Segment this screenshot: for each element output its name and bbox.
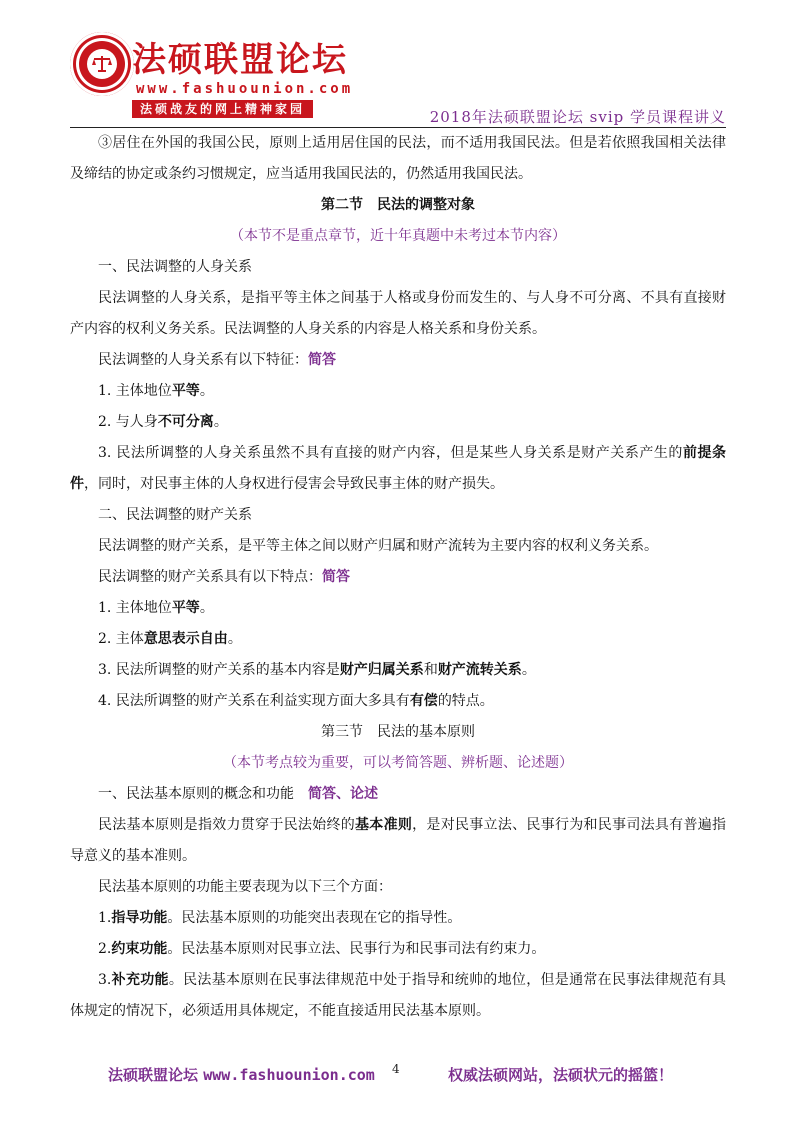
keyword: 基本准则 [355,817,413,833]
paragraph-text: 民法基本原则是指效力贯穿于民法始终的 [98,817,356,833]
paragraph-text: 民法调整的财产关系具有以下特点： [98,569,322,585]
paragraph: ③居住在外国的我国公民，原则上适用居住国的民法，而不适用我国民法。但是若依照我国相关法律及缔结的协定或条约习惯规定，应当适用我国民法的，仍然适用我国民法。 [70,135,726,182]
list-text: 。民法基本原则在民事法律规范中处于指导和统帅的地位，但是通常在民事法律规范有具体规定的情况下，必须适用具体规定，不能直接适用民法基本原则。 [70,972,727,1019]
page-header [70,28,726,128]
list-item [70,624,726,655]
list-item [70,593,726,624]
list-text: 1. 主体地位 [98,600,172,616]
section-note: （本节不是重点章节，近十年真题中未考过本节内容） [230,228,566,244]
lecture-content [70,128,726,1027]
list-text: 3. [98,972,112,988]
logo-url: www.fashuounion.com [136,81,354,97]
list-text: 。 [227,631,242,647]
list-text: 。 [213,414,228,430]
question-type-tag: 简答 [322,569,350,585]
forum-seal-logo [70,32,134,96]
subheading: 一、民法调整的人身关系 [98,259,252,275]
keyword: 不可分离 [157,414,214,430]
keyword: 平等 [171,600,200,616]
list-item [70,438,726,500]
paragraph [70,810,726,872]
list-text: 。 [199,383,214,399]
list-text: 。民法基本原则对民事立法、民事行为和民事司法有约束力。 [167,941,546,957]
keyword: 平等 [171,383,200,399]
scales-icon [87,49,117,79]
footer-slogan: 权威法硕网站，法硕状元的摇篮！ [448,1066,674,1084]
keyword: 前提条件 [70,445,726,492]
list-item [70,934,726,965]
question-type-tag: 简答、论述 [308,786,378,802]
course-title: 2018年法硕联盟论坛 svip 学员课程讲义 [429,108,726,126]
list-text: 和 [423,662,438,678]
paragraph: 民法基本原则的功能主要表现为以下三个方面： [98,879,392,895]
paragraph: 民法调整的财产关系，是平等主体之间以财产归属和财产流转为主要内容的权利义务关系。 [98,538,658,554]
footer-left [108,1064,375,1085]
list-text: 2. 主体 [98,631,144,647]
keyword: 意思表示自由 [143,631,228,647]
keyword: 指导功能 [111,910,168,926]
keyword: 财产流转关系 [437,662,522,678]
list-text: 4. 民法所调整的财产关系在利益实现方面大多具有 [98,693,410,709]
footer-site-name: 法硕联盟论坛 [108,1066,199,1084]
logo-slogan: 法硕战友的网上精神家园 [132,100,313,118]
list-item [70,376,726,407]
subheading [70,779,726,810]
list-item [70,965,726,1027]
list-item [70,407,726,438]
list-text: 的特点。 [437,693,494,709]
list-text: 2. [98,941,112,957]
section-title: 第三节 民法的基本原则 [321,724,475,740]
list-text: 1. [98,910,112,926]
list-text: 。 [199,600,214,616]
section-note: （本节考点较为重要，可以考简答题、辨析题、论述题） [223,755,573,771]
keyword: 财产归属关系 [339,662,424,678]
list-text: 1. 主体地位 [98,383,172,399]
subheading-text: 一、民法基本原则的概念和功能 [98,786,294,802]
question-type-tag: 简答 [308,352,336,368]
page-number: 4 [392,1062,400,1076]
list-item [70,903,726,934]
list-text: 。民法基本原则的功能突出表现在它的指导性。 [167,910,462,926]
paragraph-text: 民法调整的人身关系有以下特征： [98,352,308,368]
page-footer [0,1064,794,1094]
list-text: 3. 民法所调整的人身关系虽然不具有直接的财产内容，但是某些人身关系是财产关系产生的 [98,445,683,461]
keyword: 有偿 [409,693,438,709]
list-item [70,686,726,717]
subheading: 二、民法调整的财产关系 [98,507,252,523]
paragraph [70,345,726,376]
footer-url-link[interactable]: www.fashuounion.com [203,1066,375,1084]
paragraph: 民法调整的人身关系，是指平等主体之间基于人格或身份而发生的、与人身不可分离、不具有直接财产内容的权利义务关系。民法调整的人身关系的内容是人格关系和身份关系。 [70,290,726,337]
keyword: 补充功能 [111,972,169,988]
paragraph-text: ，是对民事立法、民事行为和民事司法具有普遍指导意义的基本准则。 [70,817,727,864]
section-title: 第二节 民法的调整对象 [321,197,475,213]
logo-title: 法硕联盟论坛 [132,40,348,80]
list-text: 2. 与人身 [98,414,158,430]
list-item [70,655,726,686]
paragraph [70,562,726,593]
keyword: 约束功能 [111,941,168,957]
list-text: ，同时，对民事主体的人身权进行侵害会导致民事主体的财产损失。 [84,476,504,492]
list-text: 3. 民法所调整的财产关系的基本内容是 [98,662,340,678]
list-text: 。 [521,662,536,678]
